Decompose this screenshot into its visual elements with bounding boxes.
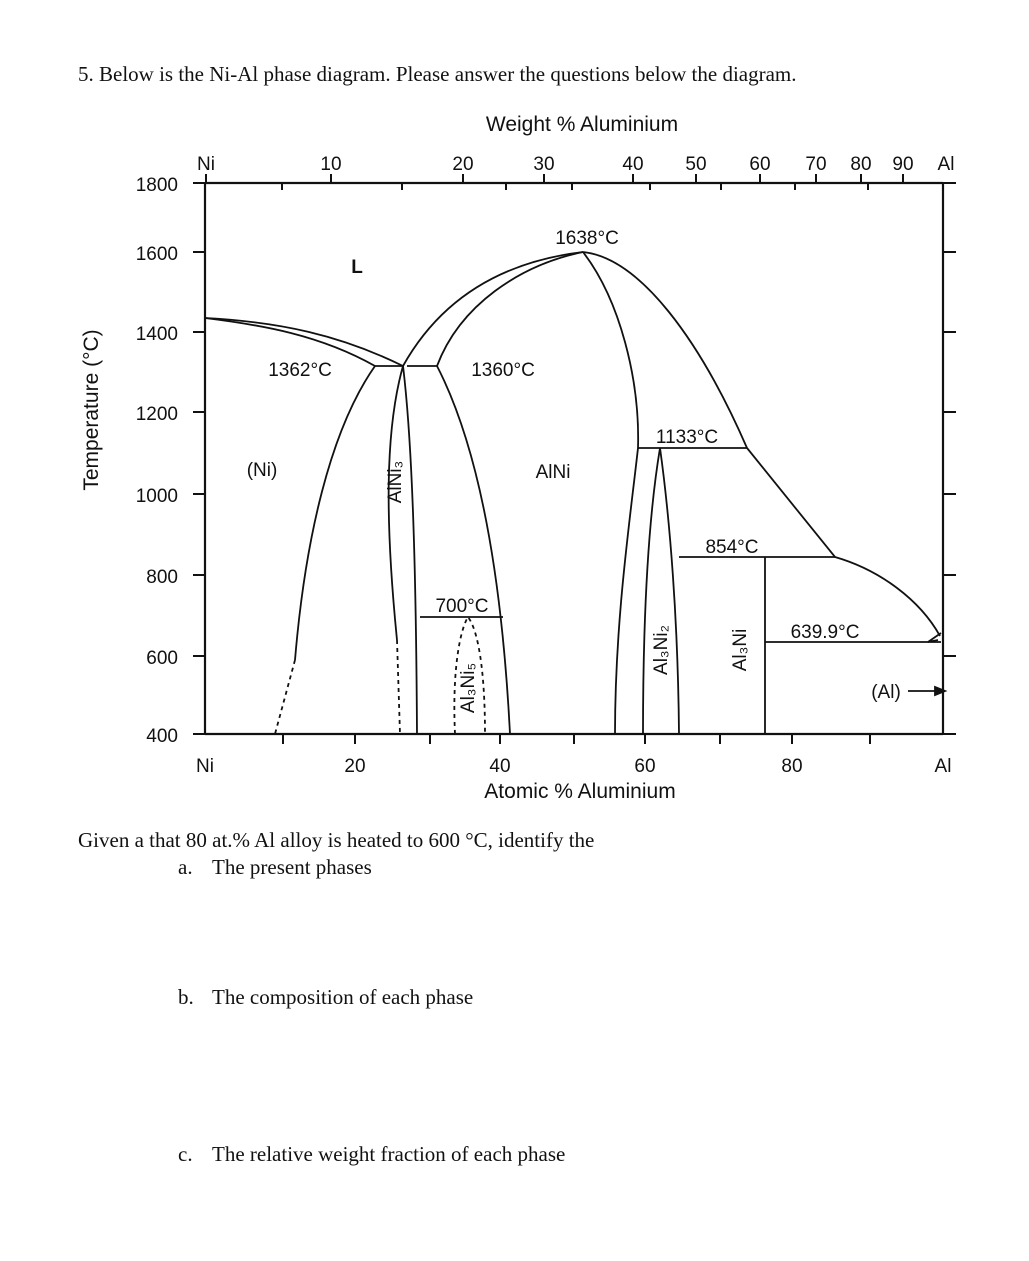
label-1360: 1360°C (471, 360, 535, 381)
part-c-text: The relative weight fraction of each phase (212, 1142, 566, 1166)
bottom-tick-label: 40 (489, 756, 511, 777)
axis-ticks (193, 174, 956, 744)
y-tick-label: 800 (146, 567, 178, 588)
top-tick-label: 40 (622, 154, 644, 175)
part-c-letter: c. (178, 1142, 193, 1166)
label-639: 639.9°C (790, 622, 860, 643)
bottom-tick-label: Al (934, 756, 952, 777)
liquidus-alni-left (403, 252, 583, 366)
y-tick-label: 1800 (135, 175, 178, 196)
y-tick-label: 400 (146, 726, 178, 747)
top-axis-title: Weight % Aluminium (485, 113, 679, 136)
bottom-tick-label: 20 (344, 756, 366, 777)
phase-label-al: (Al) (871, 682, 901, 703)
alni-right-boundary (583, 252, 638, 734)
part-a-letter: a. (178, 855, 193, 879)
bottom-axis-title: Atomic % Aluminium (484, 780, 676, 803)
question-part-c (178, 1142, 565, 1167)
al3ni2-left (643, 448, 660, 734)
solidus-ni-side (205, 318, 375, 366)
top-tick-label: 90 (892, 154, 914, 175)
liquidus-al-side (583, 252, 940, 636)
y-tick-label: 1200 (135, 404, 178, 425)
solidus-alni-left (437, 252, 583, 366)
alni3-left-dashed (397, 640, 400, 734)
top-tick-label: 50 (685, 154, 707, 175)
top-tick-labels (197, 154, 954, 175)
y-tick-label: 1000 (135, 486, 178, 507)
bottom-tick-label: 60 (634, 756, 656, 777)
y-tick-label: 1400 (135, 324, 178, 345)
part-a-text: The present phases (212, 855, 372, 879)
phase-label-liquid: L (351, 257, 363, 278)
liquidus-ni-side (205, 318, 403, 366)
y-tick-label: 600 (146, 648, 178, 669)
phase-label-al3ni: Al₃Ni (730, 628, 751, 672)
top-tick-label: 60 (749, 154, 771, 175)
label-1133: 1133°C (655, 427, 719, 448)
part-b-text: The composition of each phase (212, 985, 474, 1009)
y-tick-labels (136, 175, 178, 747)
top-tick-label: 70 (805, 154, 827, 175)
bottom-tick-label: 80 (781, 756, 803, 777)
y-tick-label: 1600 (135, 244, 178, 265)
top-tick-label: Al (937, 154, 955, 175)
label-854: 854°C (705, 537, 759, 558)
al-solvus (928, 633, 941, 642)
y-axis-title: Temperature (°C) (80, 329, 103, 491)
label-700: 700°C (435, 596, 489, 617)
phase-label-al3ni2: Al₃Ni₂ (651, 625, 672, 675)
ni-solvus-dashed (275, 660, 295, 734)
given-statement: Given a that 80 at.% Al alloy is heated to 600 °C, identify the (78, 828, 595, 852)
question-title: 5. Below is the Ni-Al phase diagram. Please answer the questions below the diagram. (78, 62, 797, 86)
bottom-tick-labels (196, 756, 951, 777)
phase-label-alni3: AlNi₃ (385, 460, 406, 504)
top-tick-label: 30 (533, 154, 555, 175)
top-tick-label: 80 (850, 154, 872, 175)
top-tick-label: 10 (320, 154, 342, 175)
label-1638: 1638°C (555, 228, 619, 249)
phase-labels (247, 257, 901, 713)
phase-label-al3ni5: Al₃Ni₅ (458, 662, 479, 714)
question-part-b (178, 985, 473, 1010)
phase-boundaries (205, 252, 945, 734)
question-part-a (178, 855, 372, 880)
phase-label-alni: AlNi (535, 462, 571, 483)
bottom-tick-label: Ni (196, 756, 214, 777)
al3ni2-right (660, 448, 679, 734)
alni3-right (403, 366, 417, 734)
label-1362: 1362°C (268, 360, 332, 381)
ni-solvus (295, 366, 375, 660)
part-b-letter: b. (178, 985, 194, 1009)
top-tick-label: 20 (452, 154, 474, 175)
plot-frame (205, 183, 943, 734)
temperature-labels (268, 228, 859, 643)
phase-label-ni: (Ni) (246, 460, 278, 481)
top-tick-label: Ni (197, 154, 215, 175)
